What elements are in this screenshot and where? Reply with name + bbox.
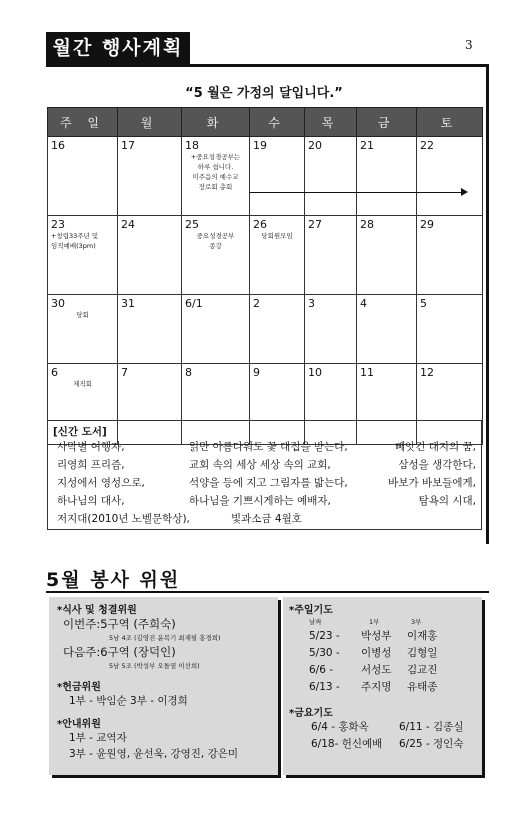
calendar-day-cell (250, 216, 305, 295)
service-section-title: 5월 봉사 위원 (46, 569, 181, 591)
calendar-event: 당회원모임 (261, 232, 293, 240)
service-group-title: *식사 및 청결위원 (57, 605, 137, 616)
calendar-week-row (48, 295, 483, 364)
sunday-prayer-row (289, 679, 476, 696)
weekday-wed: 수 (250, 108, 305, 137)
calendar-event: 임직예배(3pm) (51, 242, 96, 250)
friday-prayer-entry: 6/18- 헌신예배 (311, 738, 383, 750)
service-group-title: *안내위원 (57, 719, 101, 730)
panel-shadow-left (278, 600, 281, 778)
service-line: 1부 - 교역자 (69, 732, 127, 744)
service-panel-right (283, 597, 482, 775)
service-line: 이번주:5구역 (주희숙) (63, 617, 176, 631)
column-header: 날짜 (309, 618, 322, 626)
calendar-day-cell (48, 216, 118, 295)
day-number: 4 (360, 297, 367, 310)
prayer-leader-3: 김형일 (407, 647, 438, 659)
book-title: 교회 속의 세상 세상 속의 교회, (189, 459, 331, 471)
calendar-day-cell (118, 216, 182, 295)
day-number: 6/1 (185, 297, 203, 310)
book-row (53, 493, 476, 511)
book-row (53, 457, 476, 475)
day-number: 7 (121, 366, 128, 379)
book-title: 하나님을 기쁘시게하는 예배자, (189, 495, 331, 507)
day-number: 17 (121, 139, 135, 152)
day-number: 10 (308, 366, 322, 379)
friday-prayer-entry: 6/11 - 김종실 (399, 721, 464, 733)
sunday-prayer-row (289, 645, 476, 662)
header-divider (46, 64, 489, 67)
book-title: 리영희 프리즘, (57, 459, 125, 471)
frame-right-border (486, 64, 489, 544)
weekday-tue: 화 (182, 108, 250, 137)
page-title: 월간 행사계획 (46, 32, 190, 64)
friday-prayer-entry: 6/25 - 정인숙 (399, 738, 464, 750)
calendar-event: 하루 쉽니다. (197, 163, 234, 171)
calendar-day-cell (48, 137, 118, 216)
calendar-day-cell (182, 137, 250, 216)
prayer-leader-1: 주지명 (361, 681, 392, 693)
friday-prayer-entry: 6/4 - 홍화옥 (311, 721, 369, 733)
book-row (53, 511, 476, 529)
new-books-box (47, 420, 482, 530)
calendar-day-cell (305, 216, 357, 295)
column-header: 3부 (411, 618, 422, 626)
day-number: 27 (308, 218, 322, 231)
calendar-day-cell (48, 295, 118, 364)
day-number: 11 (360, 366, 374, 379)
day-number: 8 (185, 366, 192, 379)
calendar-day-cell (182, 295, 250, 364)
service-line: 1부 - 박임순 3부 - 이경희 (69, 695, 188, 707)
month-theme: “5 월은 가정의 달입니다.” (185, 86, 343, 101)
calendar-day-cell (250, 295, 305, 364)
book-title: 탐욕의 시대, (418, 495, 476, 507)
day-number: 22 (420, 139, 434, 152)
day-number: 12 (420, 366, 434, 379)
day-number: 23 (51, 218, 65, 231)
day-number: 25 (185, 218, 199, 231)
service-panel-left (49, 597, 278, 775)
prayer-leader-3: 유태종 (407, 681, 438, 693)
weekday-thu: 목 (305, 108, 357, 137)
calendar-week-row (48, 137, 483, 216)
page-number: 3 (465, 38, 473, 52)
prayer-leader-1: 이병성 (361, 647, 392, 659)
calendar-day-cell (118, 137, 182, 216)
day-number: 18 (185, 139, 199, 152)
service-line: 다음주:6구역 (장덕인) (63, 645, 176, 659)
friday-prayer-row (289, 736, 476, 753)
day-number: 21 (360, 139, 374, 152)
prayer-leader-3: 이재홍 (407, 630, 438, 642)
prayer-date: 5/30 - (309, 647, 340, 659)
prayer-leader-3: 김교진 (407, 664, 438, 676)
weekday-sat: 토 (417, 108, 483, 137)
book-title: 삼성을 생각한다, (398, 459, 476, 471)
book-title: 빛과소금 4월호 (231, 513, 302, 525)
calendar-event: 종강 (209, 242, 222, 250)
day-number: 30 (51, 297, 65, 310)
calendar-event: +중요성경공부는 (190, 153, 241, 161)
sunday-prayer-title: *주일기도 (289, 605, 333, 616)
calendar-day-cell (417, 216, 483, 295)
service-group-title: *헌금위원 (57, 682, 101, 693)
friday-prayer-title: *금요기도 (289, 708, 333, 719)
prayer-date: 6/13 - (309, 681, 340, 693)
calendar-week-row (48, 216, 483, 295)
book-row (53, 439, 476, 457)
calendar-day-cell (182, 216, 250, 295)
book-title: 석양을 등에 지고 그림자를 밟는다, (189, 477, 348, 489)
calendar-day-cell (250, 137, 305, 216)
panel-shadow-right (482, 600, 485, 778)
friday-prayer-row (289, 719, 476, 736)
prayer-date: 5/23 - (309, 630, 340, 642)
service-line: 5남 4조 (김영진 윤복기 최재필 홍경희) (109, 634, 221, 642)
sunday-prayer-header (289, 616, 476, 628)
weekday-mon: 월 (118, 108, 182, 137)
sunday-prayer-row (289, 662, 476, 679)
calendar-day-cell (417, 137, 483, 216)
book-row (53, 475, 476, 493)
event-calendar (47, 107, 483, 445)
service-line: 5남 5조 (박성부 오돌열 이선희) (109, 662, 200, 670)
day-number: 5 (420, 297, 427, 310)
day-number: 19 (253, 139, 267, 152)
day-number: 28 (360, 218, 374, 231)
book-title: 지성에서 영성으로, (57, 477, 145, 489)
prayer-date: 6/6 - (309, 664, 334, 676)
calendar-day-cell (357, 295, 417, 364)
calendar-day-cell (357, 216, 417, 295)
book-title: 하나님의 대사, (57, 495, 125, 507)
calendar-day-cell (305, 295, 357, 364)
calendar-day-cell (118, 295, 182, 364)
day-number: 24 (121, 218, 135, 231)
calendar-day-cell (417, 295, 483, 364)
column-header: 1부 (369, 618, 380, 626)
weekday-sun: 주 일 (48, 108, 118, 137)
prayer-leader-1: 박성부 (361, 630, 392, 642)
day-number: 9 (253, 366, 260, 379)
panel-shadow-right-bottom (286, 775, 485, 778)
panel-shadow-left-bottom (52, 775, 281, 778)
day-number: 29 (420, 218, 434, 231)
book-title: 사막별 여행자, (57, 441, 125, 453)
day-number: 16 (51, 139, 65, 152)
calendar-event: +창립33주년 및 (51, 232, 99, 240)
day-number: 3 (308, 297, 315, 310)
weekday-fri: 금 (357, 108, 417, 137)
weekday-header-row (48, 108, 483, 137)
book-title: 바보가 바보들에게, (388, 477, 476, 489)
service-section-divider (46, 591, 489, 593)
calendar-event: 장로회 총회 (198, 183, 233, 191)
new-books-title: [신간 도서] (53, 426, 107, 438)
calendar-event: 중요성경공부 (196, 232, 235, 240)
book-title: 저지대(2010년 노벨문학상), (57, 513, 190, 525)
day-number: 20 (308, 139, 322, 152)
service-line: 3부 - 윤원영, 윤선욱, 강영진, 강은미 (69, 748, 239, 760)
calendar-day-cell (357, 137, 417, 216)
day-number: 26 (253, 218, 267, 231)
sunday-prayer-row (289, 628, 476, 645)
book-title: 읽만 아름다워도 꽃 대접을 받는다, (189, 441, 348, 453)
day-number: 6 (51, 366, 58, 379)
day-number: 31 (121, 297, 135, 310)
calendar-event: 제직회 (73, 380, 92, 388)
calendar-event: 당회 (76, 311, 89, 319)
calendar-day-cell (305, 137, 357, 216)
book-title: 빼앗긴 대지의 꿈, (394, 441, 476, 453)
calendar-event: 미주음의 예수교 (192, 173, 239, 181)
day-number: 2 (253, 297, 260, 310)
prayer-leader-1: 서성도 (361, 664, 392, 676)
